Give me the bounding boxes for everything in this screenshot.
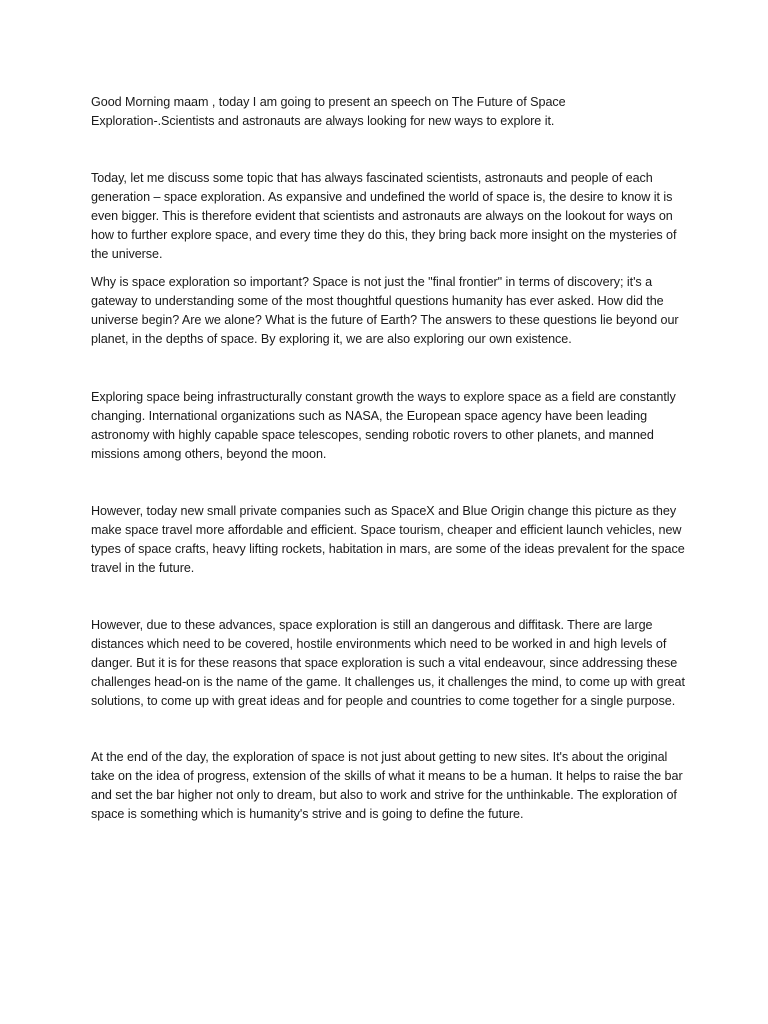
paragraph-challenges: However, due to these advances, space exploration is still an dangerous and diffitask. There are large distances which need to be covered, hostile environments which need to be worked in and high levels of danger. But it is for these reasons that space exploration is such a vital endeavour, since addressing these challenges head-on is the name of the game. It challenges us, it challenges the mind, to come up with great solutions, to come up with great ideas and for people and countries to come together for a single purpose. (91, 618, 685, 708)
paragraph-importance: Why is space exploration so important? Space is not just the "final frontier" in terms of discovery; it's a gateway to understanding some of the most thoughtful questions humanity has ever asked. How did the universe begin? Are we alone? What is the future of Earth? The answers to these questions lie beyond our planet, in the depths of space. By exploring it, we are also exploring our own existence. (91, 275, 679, 346)
paragraph-private-companies: However, today new small private companies such as SpaceX and Blue Origin change this picture as they make space travel more affordable and efficient. Space tourism, cheaper and efficient launch vehicles, new types of space crafts, heavy lifting rockets, habitation in mars, are some of the ideas prevalent for the space travel in the future. (91, 504, 685, 575)
paragraph-conclusion: At the end of the day, the exploration of space is not just about getting to new sites. It's about the original take on the idea of progress, extension of the skills of what it means to be a human. It helps to raise the bar and set the bar higher not only to dream, but also to work and strive for the unthinkable. The exploration of space is something which is humanity's strive and is going to define the future. (91, 750, 683, 821)
paragraph-topic: Today, let me discuss some topic that has always fascinated scientists, astronauts and people of each generation – space exploration. As expansive and undefined the world of space is, the desire to know it is even bigger. This is therefore evident that scientists and astronauts are always on the lookout for ways on how to further explore space, and every time they do this, they bring back more insight on the mysteries of the universe. (91, 171, 677, 261)
paragraph-intro: Good Morning maam , today I am going to present an speech on The Future of Space Exploration-.Scientists and astronauts are always looking for new ways to explore it. (91, 95, 566, 128)
paragraph-organizations: Exploring space being infrastructurally constant growth the ways to explore space as a field are constantly changing. International organizations such as NASA, the European space agency have been leading astronomy with highly capable space telescopes, sending robotic rovers to other planets, and manned missions among others, beyond the moon. (91, 390, 676, 461)
